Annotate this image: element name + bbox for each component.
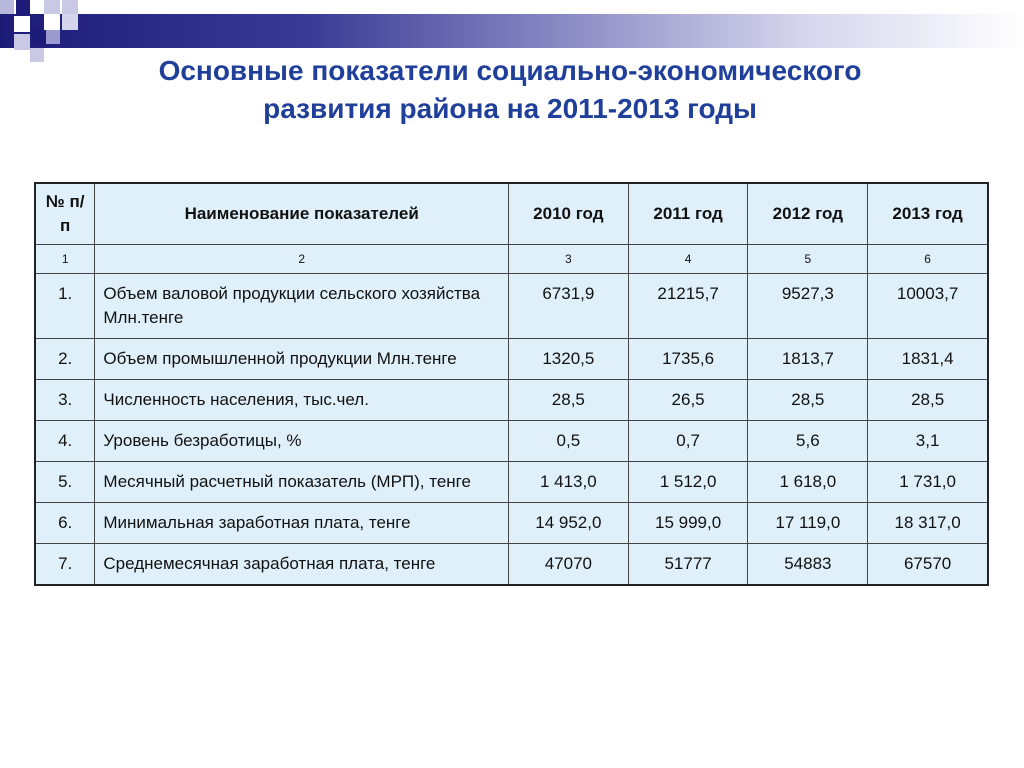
colnum-2: 2 bbox=[95, 245, 509, 274]
row-value-2013: 28,5 bbox=[868, 380, 988, 421]
row-value-2011: 26,5 bbox=[628, 380, 748, 421]
row-value-2012: 1813,7 bbox=[748, 339, 868, 380]
row-name: Уровень безработицы, % bbox=[95, 421, 509, 462]
row-value-2010: 1320,5 bbox=[508, 339, 628, 380]
indicators-table bbox=[34, 182, 989, 586]
row-name: Объем валовой продукции сельского хозяйства Млн.тенге bbox=[95, 274, 509, 339]
row-num: 7. bbox=[35, 544, 95, 586]
row-name: Среднемесячная заработная плата, тенге bbox=[95, 544, 509, 586]
colnum-3: 3 bbox=[508, 245, 628, 274]
page-title bbox=[60, 52, 960, 128]
row-value-2010: 1 413,0 bbox=[508, 462, 628, 503]
row-value-2010: 0,5 bbox=[508, 421, 628, 462]
row-value-2010: 28,5 bbox=[508, 380, 628, 421]
header-2011: 2011 год bbox=[628, 183, 748, 245]
colnum-4: 4 bbox=[628, 245, 748, 274]
table-row bbox=[35, 503, 988, 544]
row-value-2012: 1 618,0 bbox=[748, 462, 868, 503]
row-value-2012: 9527,3 bbox=[748, 274, 868, 339]
table-row bbox=[35, 544, 988, 586]
row-num: 2. bbox=[35, 339, 95, 380]
column-numbers-row bbox=[35, 245, 988, 274]
row-value-2012: 17 119,0 bbox=[748, 503, 868, 544]
header-2010: 2010 год bbox=[508, 183, 628, 245]
row-value-2013: 67570 bbox=[868, 544, 988, 586]
colnum-6: 6 bbox=[868, 245, 988, 274]
row-value-2010: 6731,9 bbox=[508, 274, 628, 339]
title-line-1: Основные показатели социально-экономического bbox=[158, 55, 862, 86]
title-line-2: развития района на 2011-2013 годы bbox=[263, 93, 757, 124]
table-row bbox=[35, 462, 988, 503]
row-value-2013: 18 317,0 bbox=[868, 503, 988, 544]
row-value-2012: 28,5 bbox=[748, 380, 868, 421]
row-value-2013: 1831,4 bbox=[868, 339, 988, 380]
row-num: 4. bbox=[35, 421, 95, 462]
header-2012: 2012 год bbox=[748, 183, 868, 245]
row-value-2012: 54883 bbox=[748, 544, 868, 586]
row-value-2011: 1 512,0 bbox=[628, 462, 748, 503]
table-row bbox=[35, 421, 988, 462]
row-num: 3. bbox=[35, 380, 95, 421]
table-header-row bbox=[35, 183, 988, 245]
row-value-2011: 0,7 bbox=[628, 421, 748, 462]
table-row bbox=[35, 380, 988, 421]
row-value-2011: 15 999,0 bbox=[628, 503, 748, 544]
row-value-2013: 3,1 bbox=[868, 421, 988, 462]
colnum-5: 5 bbox=[748, 245, 868, 274]
row-value-2010: 14 952,0 bbox=[508, 503, 628, 544]
header-2013: 2013 год bbox=[868, 183, 988, 245]
row-name: Объем промышленной продукции Млн.тенге bbox=[95, 339, 509, 380]
row-num: 6. bbox=[35, 503, 95, 544]
table-row bbox=[35, 274, 988, 339]
row-num: 1. bbox=[35, 274, 95, 339]
table-row bbox=[35, 339, 988, 380]
row-value-2011: 1735,6 bbox=[628, 339, 748, 380]
row-value-2012: 5,6 bbox=[748, 421, 868, 462]
row-value-2010: 47070 bbox=[508, 544, 628, 586]
header-name: Наименование показателей bbox=[95, 183, 509, 245]
colnum-1: 1 bbox=[35, 245, 95, 274]
row-num: 5. bbox=[35, 462, 95, 503]
row-name: Минимальная заработная плата, тенге bbox=[95, 503, 509, 544]
header-num: № п/п bbox=[35, 183, 95, 245]
row-value-2013: 10003,7 bbox=[868, 274, 988, 339]
row-value-2011: 51777 bbox=[628, 544, 748, 586]
row-value-2011: 21215,7 bbox=[628, 274, 748, 339]
row-name: Численность населения, тыс.чел. bbox=[95, 380, 509, 421]
row-value-2013: 1 731,0 bbox=[868, 462, 988, 503]
header-gradient-band bbox=[0, 14, 1024, 48]
row-name: Месячный расчетный показатель (МРП), тенге bbox=[95, 462, 509, 503]
